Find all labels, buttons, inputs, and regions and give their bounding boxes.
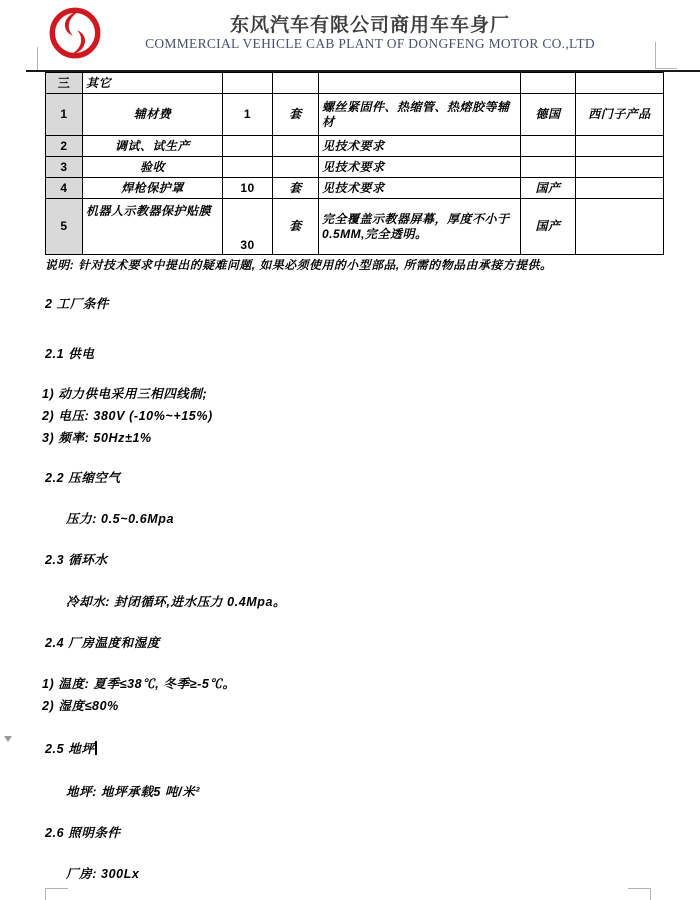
table-row-1 — [46, 94, 664, 136]
cell-origin[interactable] — [521, 157, 576, 178]
table-row-section — [46, 73, 664, 94]
cell-unit[interactable] — [273, 157, 319, 178]
air-pressure-text[interactable]: 压力: 0.5~0.6Mpa — [66, 512, 175, 526]
cell-remark[interactable] — [576, 73, 664, 94]
section-2-1-heading[interactable]: 2.1 供电 — [45, 347, 95, 361]
cell-desc[interactable]: 见技术要求 — [319, 178, 521, 199]
section-2-5-label: 2.5 地坪 — [45, 742, 95, 756]
cell-desc[interactable]: 见技术要求 — [319, 136, 521, 157]
cell-unit[interactable]: 套 — [273, 199, 319, 255]
crop-mark-bottom-left-v — [45, 888, 46, 900]
cooling-water-text[interactable]: 冷却水: 封闭循环,进水压力 0.4Mpa。 — [66, 595, 287, 609]
floor-load-text[interactable]: 地坪: 地坪承载5 吨/米² — [66, 785, 201, 799]
cell-qty[interactable] — [223, 73, 273, 94]
table-row-4 — [46, 178, 664, 199]
section-2-6-heading[interactable]: 2.6 照明条件 — [45, 826, 121, 840]
cell-num[interactable]: 5 — [46, 199, 83, 255]
cell-name[interactable]: 辅材费 — [83, 94, 223, 136]
power-item-3[interactable]: 3) 频率: 50Hz±1% — [42, 431, 152, 445]
crop-mark-bottom-right-h — [628, 888, 651, 889]
cell-remark[interactable] — [576, 157, 664, 178]
cell-num[interactable]: 1 — [46, 94, 83, 136]
temperature-item[interactable]: 1) 温度: 夏季≤38℃, 冬季≥-5℃。 — [42, 677, 236, 691]
table-row-3 — [46, 157, 664, 178]
crop-mark-top-right-v — [655, 42, 656, 69]
cell-section-name[interactable]: 其它 — [83, 73, 223, 94]
section-2-3-heading[interactable]: 2.3 循环水 — [45, 553, 108, 567]
cell-origin[interactable]: 国产 — [521, 178, 576, 199]
crop-mark-bottom-left-h — [45, 888, 68, 889]
power-item-1[interactable]: 1) 动力供电采用三相四线制; — [42, 387, 208, 401]
cell-origin[interactable] — [521, 136, 576, 157]
margin-change-marker-icon — [4, 736, 12, 742]
cell-name[interactable]: 机器人示教器保护贴膜 — [83, 199, 223, 255]
section-2-2-heading[interactable]: 2.2 压缩空气 — [45, 471, 121, 485]
humidity-item[interactable]: 2) 湿度≤80% — [42, 699, 119, 713]
cell-num[interactable]: 4 — [46, 178, 83, 199]
crop-mark-top-left — [37, 47, 38, 70]
cell-name[interactable]: 验收 — [83, 157, 223, 178]
cell-qty[interactable]: 10 — [223, 178, 273, 199]
cell-name[interactable]: 调试、试生产 — [83, 136, 223, 157]
cell-desc[interactable]: 见技术要求 — [319, 157, 521, 178]
cell-qty[interactable] — [223, 157, 273, 178]
cell-remark[interactable]: 西门子产品 — [576, 94, 664, 136]
cell-unit[interactable] — [273, 136, 319, 157]
table-row-2 — [46, 136, 664, 157]
cell-desc[interactable]: 螺丝紧固件、热缩管、热熔胶等辅材 — [319, 94, 521, 136]
company-title-english: COMMERCIAL VEHICLE CAB PLANT OF DONGFENG MOTOR CO.,LTD — [145, 36, 595, 51]
cell-section-num[interactable]: 三 — [46, 73, 83, 94]
lighting-text[interactable]: 厂房: 300Lx — [66, 867, 140, 881]
section-2-4-heading[interactable]: 2.4 厂房温度和湿度 — [45, 636, 160, 650]
table-row-5 — [46, 199, 664, 255]
cell-origin[interactable] — [521, 73, 576, 94]
cell-name[interactable]: 焊枪保护罩 — [83, 178, 223, 199]
cell-remark[interactable] — [576, 178, 664, 199]
document-header — [0, 0, 700, 70]
section-2-5-heading[interactable] — [45, 739, 97, 757]
crop-mark-bottom-right-v — [650, 888, 651, 900]
cell-unit[interactable] — [273, 73, 319, 94]
power-item-2[interactable]: 2) 电压: 380V (-10%~+15%) — [42, 409, 213, 423]
cell-qty[interactable] — [223, 136, 273, 157]
cell-qty[interactable]: 30 — [223, 199, 273, 255]
text-cursor — [95, 741, 97, 755]
cell-num[interactable]: 3 — [46, 157, 83, 178]
cell-remark[interactable] — [576, 136, 664, 157]
cell-num[interactable]: 2 — [46, 136, 83, 157]
cell-unit[interactable]: 套 — [273, 178, 319, 199]
table-note[interactable]: 说明: 针对技术要求中提出的疑难问题, 如果必须使用的小型部品, 所需的物品由承接方提供。 — [45, 258, 553, 272]
materials-spec-table[interactable] — [45, 72, 664, 255]
section-2-heading[interactable]: 2 工厂条件 — [45, 297, 110, 311]
cell-unit[interactable]: 套 — [273, 94, 319, 136]
company-title-chinese: 东风汽车有限公司商用车车身厂 — [229, 15, 510, 36]
cell-remark[interactable] — [576, 199, 664, 255]
cell-desc[interactable] — [319, 73, 521, 94]
crop-mark-top-right-h — [656, 68, 677, 69]
cell-qty[interactable]: 1 — [223, 94, 273, 136]
cell-desc[interactable]: 完全覆盖示教器屏幕，厚度不小于 0.5MM,完全透明。 — [319, 199, 521, 255]
cell-origin[interactable]: 国产 — [521, 199, 576, 255]
cell-origin[interactable]: 德国 — [521, 94, 576, 136]
